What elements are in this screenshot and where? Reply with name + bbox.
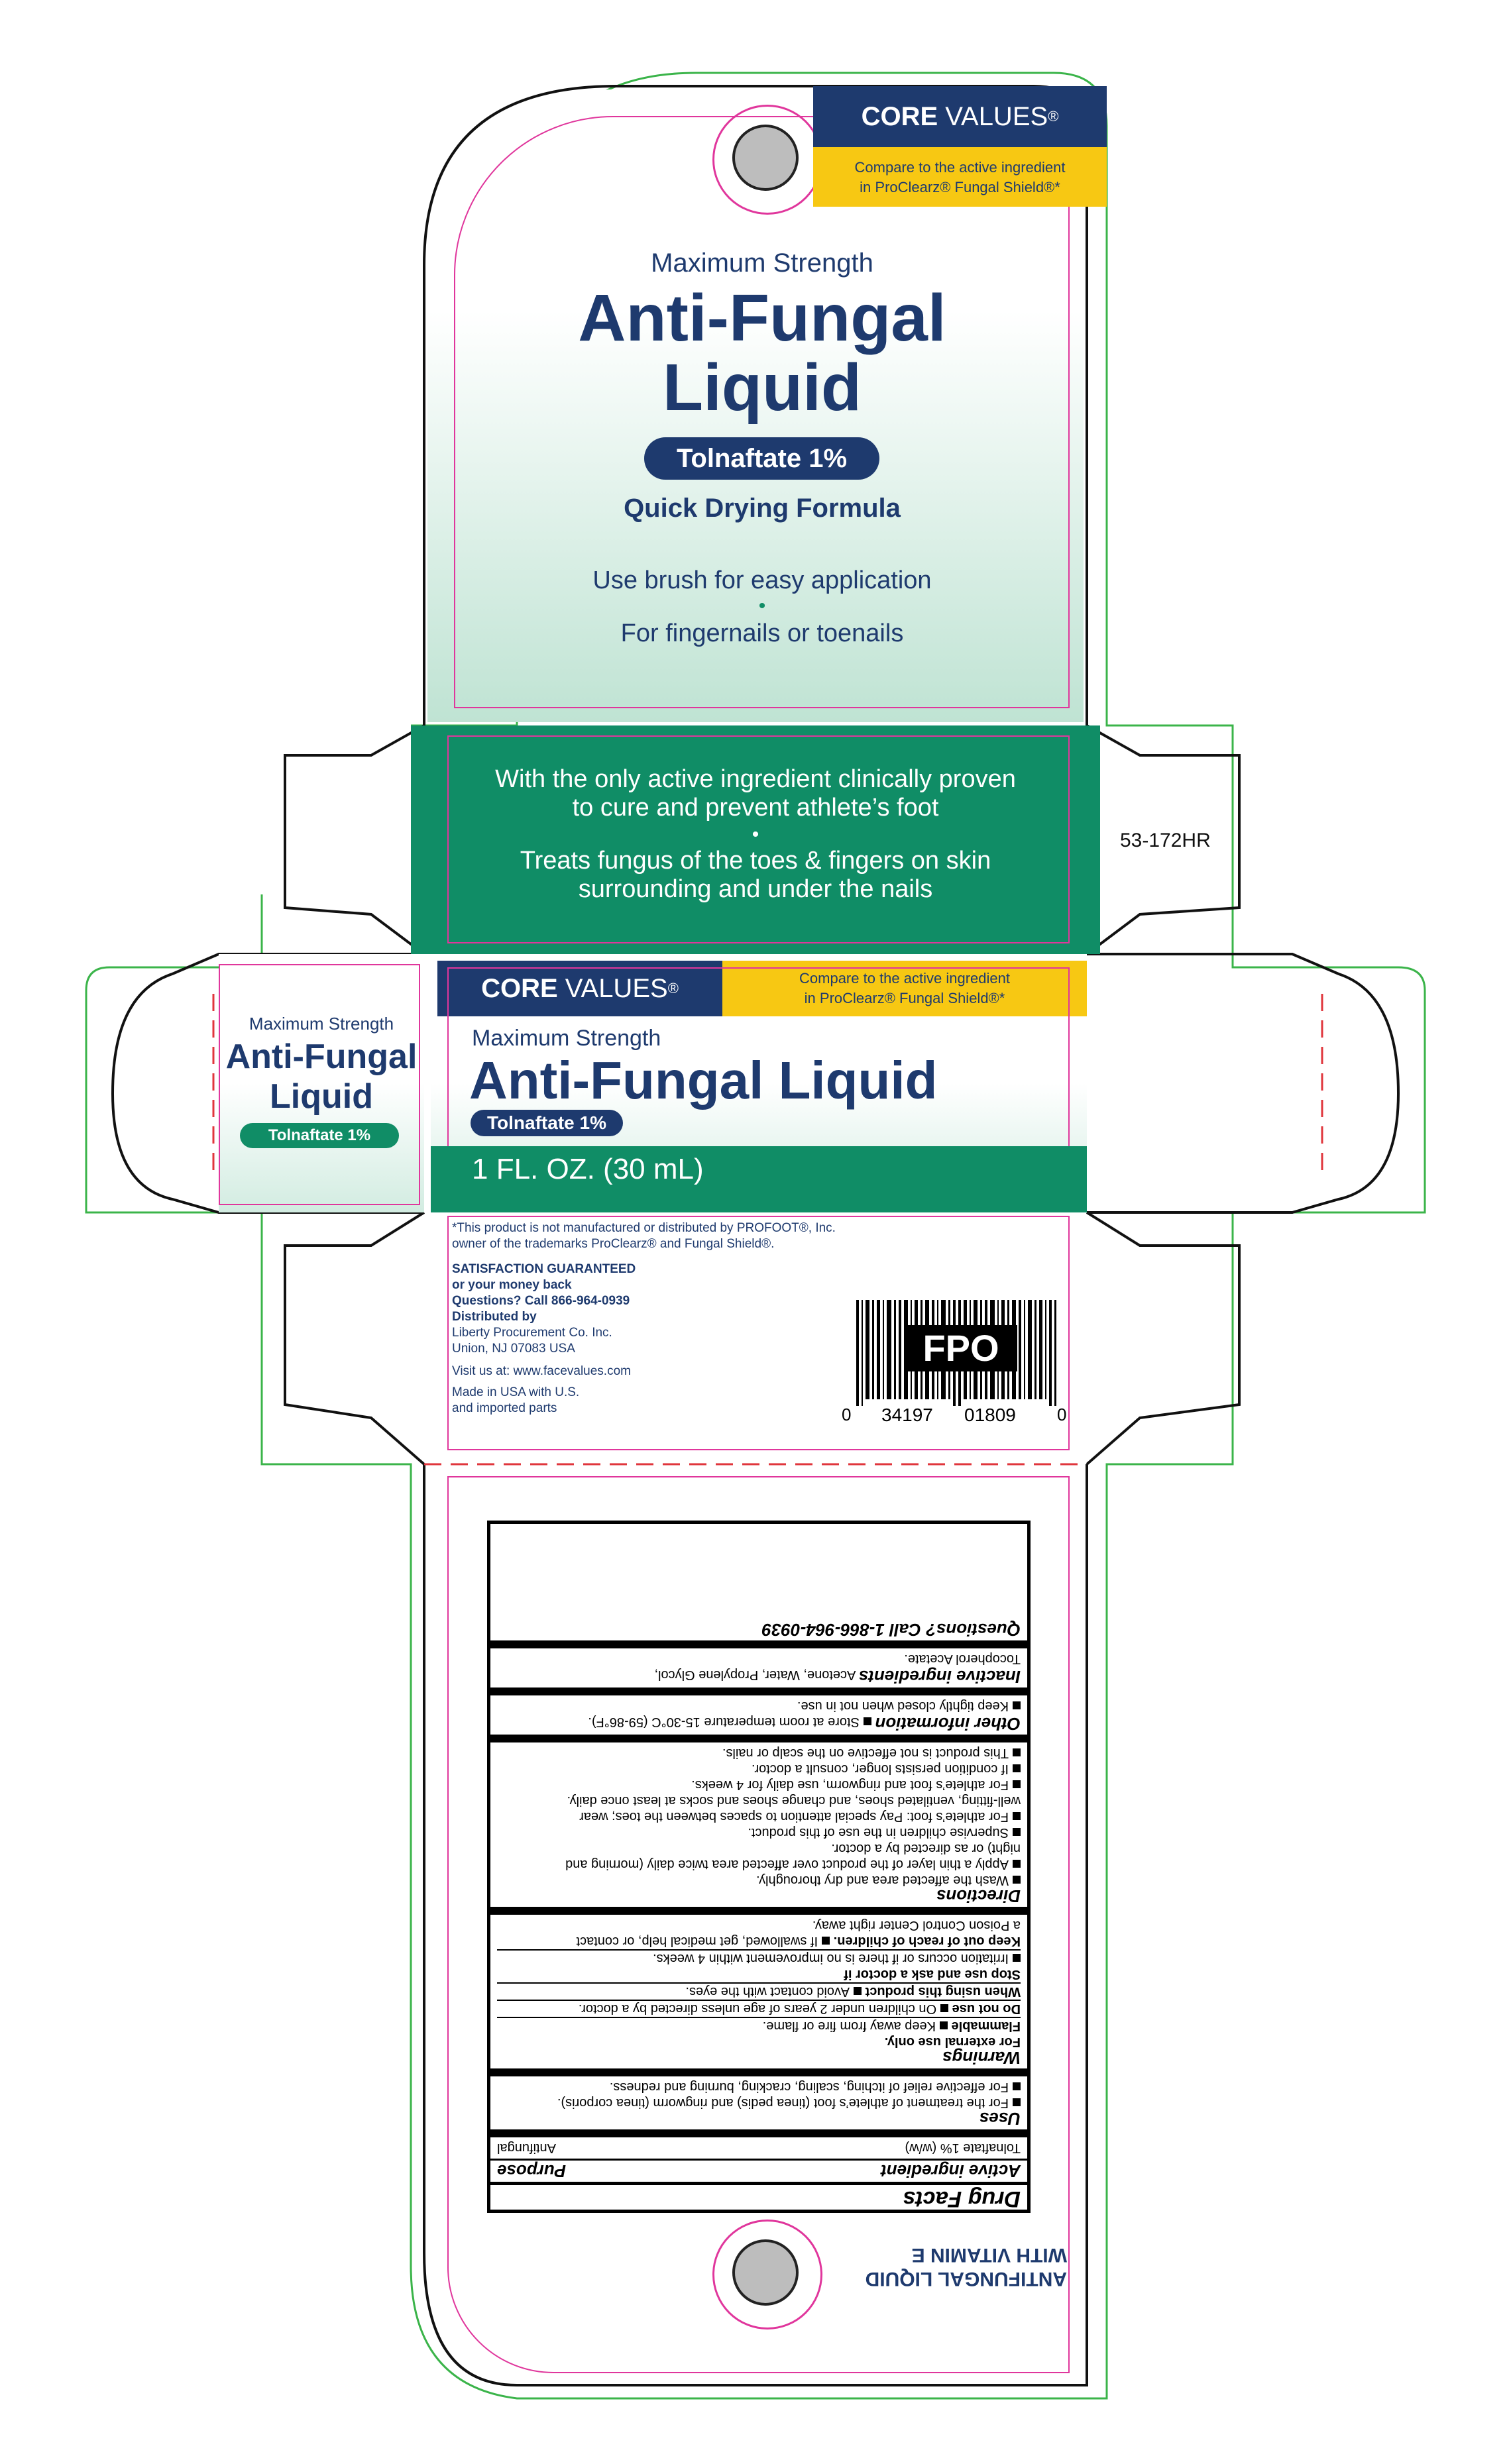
disclaimer-line1: *This product is not manufactured or distributed by PROFOOT®, Inc. bbox=[452, 1221, 836, 1235]
df-donotuse-label: Do not use bbox=[952, 2002, 1021, 2016]
hang-hole-bottom bbox=[732, 2239, 799, 2306]
df-dir-7: This product is not effective on the scalp or nails. bbox=[722, 1746, 1009, 1760]
upc-left: 0 bbox=[842, 1405, 852, 1424]
df-other-2: Keep tightly closed when not in use. bbox=[797, 1699, 1009, 1713]
hang-hole bbox=[732, 125, 799, 191]
fpo-label: FPO bbox=[905, 1325, 1017, 1371]
df-dir-4: For athlete’s foot: Pay special attention to spaces between the toes; wear bbox=[579, 1809, 1009, 1824]
df-other-heading: Other information bbox=[875, 1714, 1021, 1734]
distributed-by: Distributed by bbox=[452, 1310, 537, 1324]
df-directions-heading: Directions bbox=[936, 1886, 1021, 1906]
df-dir-5: For athlete’s foot and ringworm, use daily for 4 weeks. bbox=[691, 1778, 1009, 1792]
back-title-line2: WITH VITAMIN E bbox=[911, 2244, 1067, 2266]
claim-bullet: • bbox=[752, 824, 759, 845]
df-keepout-label: Keep out of reach of children. bbox=[833, 1934, 1021, 1949]
subtitle: Quick Drying Formula bbox=[624, 494, 901, 523]
compare-box bbox=[813, 147, 1107, 207]
compare-front-line2: in ProClearz® Fungal Shield®* bbox=[804, 990, 1005, 1006]
df-inactive: Acetone, Water, Propylene Glycol, bbox=[654, 1668, 856, 1682]
ingredient-pill: Tolnaftate 1% bbox=[644, 437, 879, 480]
df-active-heading: Active ingredient bbox=[881, 2161, 1021, 2181]
claim-2-line1: Treats fungus of the toes & fingers on skin bbox=[520, 847, 991, 875]
side-title-line2: Liquid bbox=[270, 1077, 373, 1116]
upc-mid2: 01809 bbox=[964, 1405, 1016, 1425]
df-inactive-2: Tocopherol Acetate. bbox=[904, 1652, 1021, 1666]
df-warnings-heading: Warnings bbox=[942, 2048, 1021, 2068]
df-inactive-heading: Inactive ingredients bbox=[858, 1667, 1021, 1687]
upc-mid1: 34197 bbox=[881, 1405, 933, 1425]
df-uses-2: For effective relief of itching, scaling, cracking, burning and redness. bbox=[609, 2080, 1009, 2094]
df-purpose-heading: Purpose bbox=[497, 2161, 567, 2181]
claim-1-line1: With the only active ingredient clinically proven bbox=[495, 765, 1016, 793]
df-active-value: Tolnaftate 1% (w/w) bbox=[905, 2141, 1021, 2155]
logo-light-front: VALUES bbox=[565, 973, 668, 1003]
df-dir-3: Supervise children in the use of this product. bbox=[748, 1825, 1009, 1840]
item-code: 53-172HR bbox=[1120, 830, 1211, 851]
df-dir-1: Wash the affected area and dry thoroughly. bbox=[756, 1873, 1009, 1888]
made-in-line2: and imported parts bbox=[452, 1401, 557, 1415]
made-in-line1: Made in USA with U.S. bbox=[452, 1385, 580, 1399]
strength-label: Maximum Strength bbox=[651, 248, 873, 278]
questions-phone: Questions? Call 866-964-0939 bbox=[452, 1294, 630, 1308]
logo-bold-front: CORE bbox=[481, 973, 558, 1003]
df-keepout-2: a Poison Control Center right away. bbox=[812, 1918, 1021, 1933]
side-strength: Maximum Strength bbox=[249, 1014, 394, 1034]
brand-logo bbox=[813, 86, 1107, 147]
df-flammable-label: Flammable bbox=[951, 2019, 1021, 2033]
front-pill: Tolnaftate 1% bbox=[471, 1110, 623, 1136]
website: Visit us at: www.facevalues.com bbox=[452, 1364, 631, 1378]
df-dir-6: If condition persists longer, consult a doctor. bbox=[752, 1762, 1009, 1776]
df-whenusing-label: When using this product bbox=[865, 1984, 1021, 1999]
guarantee-2: or your money back bbox=[452, 1278, 572, 1292]
df-other-1: Store at room temperature 15-30°C (59-86°F). bbox=[588, 1715, 860, 1729]
compare-front-line1: Compare to the active ingredient bbox=[799, 970, 1010, 987]
guarantee-1: SATISFACTION GUARANTEED bbox=[452, 1262, 636, 1276]
df-uses-1: For the treatment of athlete’s foot (tinea pedis) and ringworm (tinea corporis). bbox=[557, 2096, 1009, 2110]
df-flammable: Keep away from fire or flame. bbox=[762, 2019, 936, 2033]
df-questions: Questions? Call 1-866-964-0939 bbox=[761, 1620, 1021, 1640]
df-stopuse: Irritation occurs or if there is no improvement within 4 weeks. bbox=[653, 1951, 1009, 1966]
df-purpose-value: Antifungal bbox=[497, 2141, 556, 2155]
feature-2: For fingernails or toenails bbox=[620, 619, 904, 647]
df-dir-2: Apply a thin layer of the product over affected area twice daily (morning and bbox=[565, 1857, 1009, 1872]
df-donotuse: On children under 2 years of age unless directed by a doctor. bbox=[578, 2002, 937, 2016]
feature-1: Use brush for easy application bbox=[592, 566, 932, 594]
disclaimer-line2: owner of the trademarks ProClearz® and Fungal Shield®. bbox=[452, 1237, 775, 1251]
side-pill: Tolnaftate 1% bbox=[240, 1123, 399, 1148]
product-title-line1: Anti-Fungal bbox=[578, 281, 946, 355]
company-name: Liberty Procurement Co. Inc. bbox=[452, 1326, 612, 1340]
claim-1-line2: to cure and prevent athlete’s foot bbox=[572, 794, 939, 822]
compare-line2: in ProClearz® Fungal Shield®* bbox=[860, 179, 1060, 195]
df-dir-4b: well-fitting, ventilated shoes, and change shoes and socks at least once daily. bbox=[567, 1794, 1021, 1808]
logo-bold: CORE bbox=[861, 101, 938, 131]
df-external: For external use only. bbox=[884, 2035, 1021, 2049]
company-address: Union, NJ 07083 USA bbox=[452, 1342, 575, 1356]
df-dir-2b: night) or as directed by a doctor. bbox=[831, 1841, 1021, 1856]
df-uses-heading: Uses bbox=[979, 2109, 1021, 2129]
logo-mark: ® bbox=[1048, 108, 1059, 125]
drug-facts-box bbox=[487, 1521, 1031, 2213]
df-stopuse-label: Stop use and ask a doctor if bbox=[844, 1967, 1021, 1982]
back-title-line1: ANTIFUNGAL LIQUID bbox=[865, 2268, 1067, 2290]
logo-light: VALUES bbox=[945, 101, 1048, 131]
back-title bbox=[828, 2243, 1067, 2290]
front-strength: Maximum Strength bbox=[472, 1026, 661, 1051]
df-whenusing: Avoid contact with the eyes. bbox=[685, 1984, 850, 1999]
df-keepout: If swallowed, get medical help, or contact bbox=[576, 1934, 818, 1949]
compare-line1: Compare to the active ingredient bbox=[854, 159, 1066, 176]
df-title: Drug Facts bbox=[903, 2186, 1021, 2212]
logo-mark-front: ® bbox=[667, 980, 679, 996]
net-contents: 1 FL. OZ. (30 mL) bbox=[472, 1153, 704, 1185]
side-title-line1: Anti-Fungal bbox=[225, 1038, 418, 1076]
feature-bullet: • bbox=[758, 595, 766, 617]
product-title-line2: Liquid bbox=[663, 350, 862, 425]
front-title: Anti-Fungal Liquid bbox=[469, 1051, 938, 1110]
upc-right: 0 bbox=[1057, 1405, 1067, 1424]
claim-2-line2: surrounding and under the nails bbox=[578, 875, 933, 903]
